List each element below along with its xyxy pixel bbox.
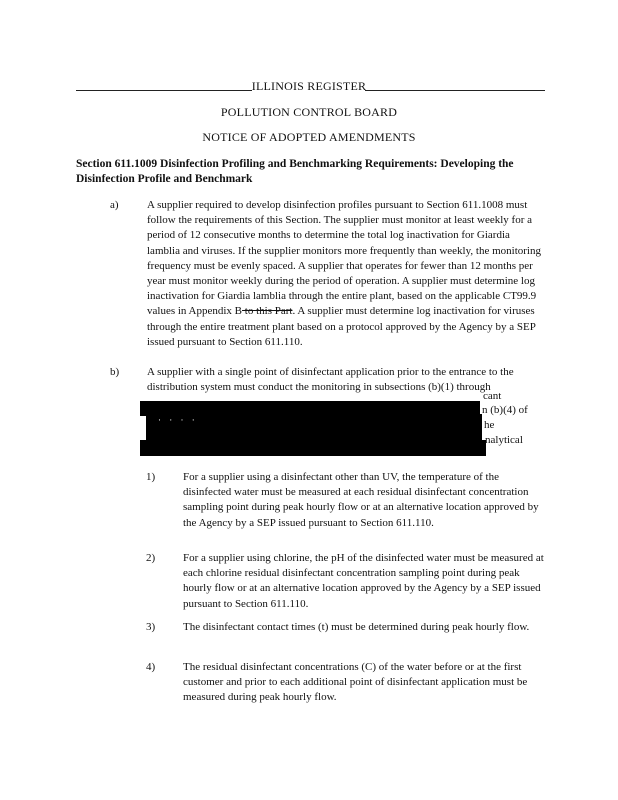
paragraph-b-label: b) <box>110 366 120 378</box>
redaction-block <box>140 440 486 456</box>
subparagraph-2: For a supplier using chlorine, the pH of the disinfected water must be measured at each chlorine residual disinfectant concentration sampling point during peak hourly flow or at an alternative location approved by the Agency by a SEP issued pursuant to Section 611.110. <box>183 552 544 610</box>
notice-title: NOTICE OF ADOPTED AMENDMENTS <box>202 130 416 144</box>
subparagraph-3-label: 3) <box>146 621 156 633</box>
subparagraph-4: The residual disinfectant concentrations (C) of the water before or at the first customer and prior to each additional point of disinfectant application must be measured during peak hourly flow. <box>183 661 528 704</box>
subparagraph-4-label: 4) <box>146 661 156 673</box>
register-title: ILLINOIS REGISTER <box>251 79 367 93</box>
redaction-specks: · · · · <box>158 415 198 425</box>
subparagraph-2-label: 2) <box>146 552 156 564</box>
subparagraph-3: The disinfectant contact times (t) must be determined during peak hourly flow. <box>183 621 530 633</box>
subparagraph-1: For a supplier using a disinfectant other than UV, the temperature of the disinfected water must be measured at each residual disinfectant concentration sampling point during peak hourly flow or at an alternative location approved by the Agency by a SEP issued pursuant to Section 611.110. <box>183 471 539 529</box>
paragraph-a-text: A supplier required to develop disinfection profiles pursuant to Section 611.1008 must follow the requirements of this Section. The supplier must monitor at least weekly for a period of 12 consecutive months to determine the total log inactivation for Giardia lamblia and viruses. If the supplier monitors more frequently than weekly, the monitoring frequency must be evenly spaced. A supplier that operates for fewer than 12 months per year must monitor weekly during the period of operation. A supplier must determine log inactivation for Giardia lamblia through the entire plant, based on the applicable CT99.9 values in Appendix B <box>147 199 541 318</box>
section-title: Section 611.1009 Disinfection Profiling and Benchmarking Requirements: Developing the Disinfection Profile and Benchmark <box>76 158 514 185</box>
paragraph-b: A supplier with a single point of disinfectant application prior to the entrance to the distribution system must conduct the monitoring in subsections (b)(1) through <box>147 366 514 394</box>
paragraph-a-struck: to this Part <box>242 305 293 318</box>
board-title: POLLUTION CONTROL BOARD <box>220 105 398 119</box>
paragraph-b-tail-1: cant <box>483 390 502 402</box>
paragraph-a-label: a) <box>110 199 119 211</box>
subparagraph-1-label: 1) <box>146 471 156 483</box>
paragraph-b-tail-2: n (b)(4) of <box>482 404 528 416</box>
paragraph-a-text-end: . A supplier must determine log inactivation for viruses through the entire treatment plant based on a protocol approved by the Agency by a SEP issued pursuant to Section 611.110. <box>147 305 536 348</box>
paragraph-b-tail-3: he <box>484 419 495 431</box>
paragraph-a <box>147 198 545 350</box>
paragraph-b-tail-4: nalytical <box>485 434 523 446</box>
